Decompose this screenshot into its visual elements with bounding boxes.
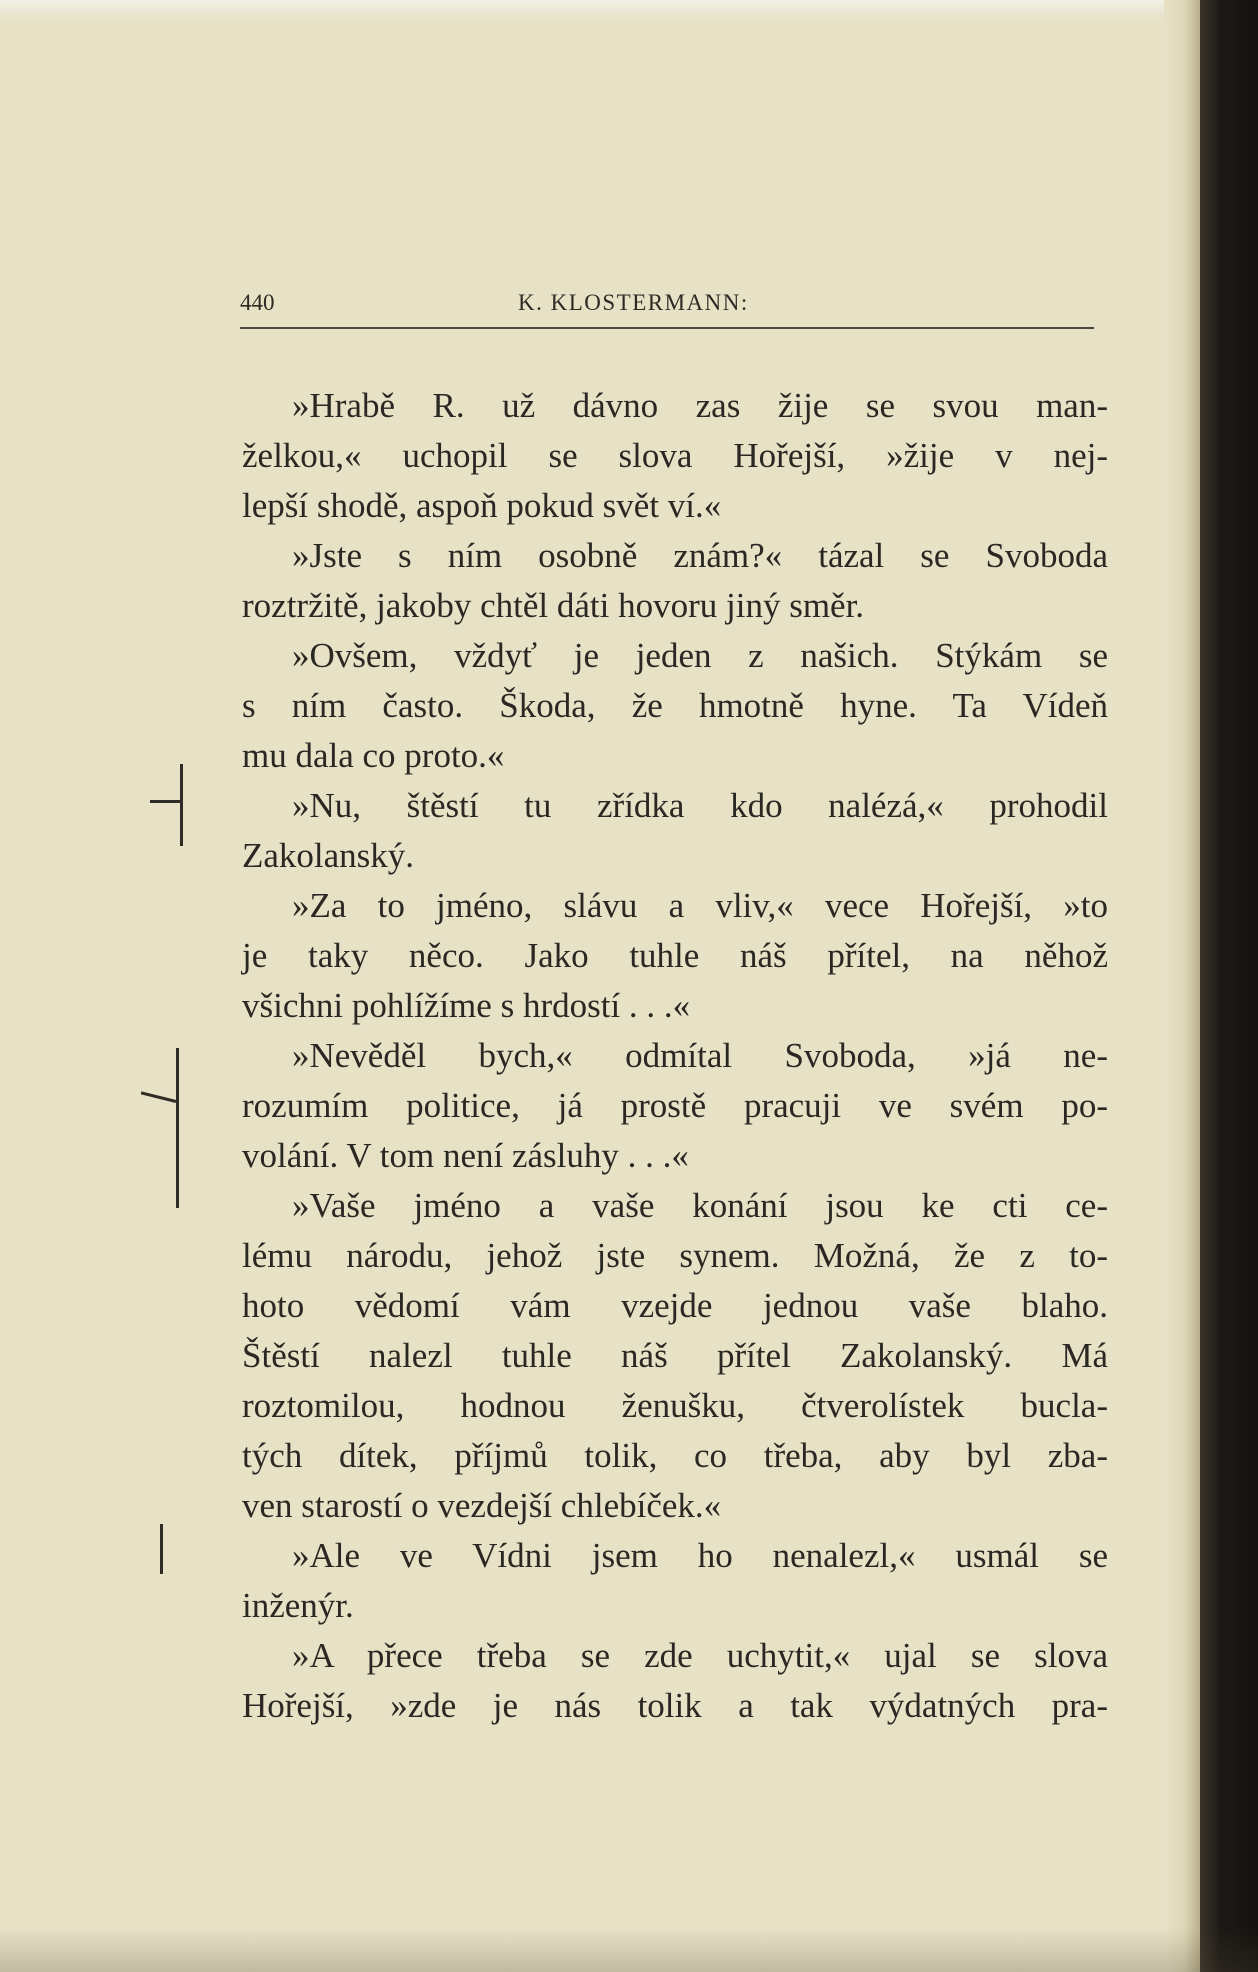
text-line: roztržitě, jakoby chtěl dáti hovoru jiný směr. [242, 586, 865, 625]
text-line: Štěstí nalezl tuhle náš přítel Zakolanský. Má [242, 1336, 1108, 1375]
page-number: 440 [240, 290, 275, 315]
text-line: je taky něco. Jako tuhle náš přítel, na něhož [242, 936, 1108, 975]
text-line: »A přece třeba se zde uchytit,« ujal se slova [292, 1636, 1108, 1675]
page-bottom-shade [0, 1928, 1258, 1972]
text-line: Hořejší, »zde je nás tolik a tak výdatných pra- [242, 1686, 1108, 1725]
page-header [240, 287, 1094, 329]
text-line: s ním často. Škoda, že hmotně hyne. Ta Vídeň [242, 686, 1108, 725]
text-line: »Hrabě R. už dávno zas žije se svou man- [292, 386, 1108, 425]
margin-pencil-mark [141, 1091, 177, 1103]
text-line: všichni pohlížíme s hrdostí . . .« [242, 986, 691, 1025]
margin-pencil-mark [180, 764, 183, 846]
text-line: želkou,« uchopil se slova Hořejší, »žije v nej- [242, 436, 1108, 475]
text-line: Zakolanský. [242, 836, 415, 875]
text-line: »Ovšem, vždyť je jeden z našich. Stýkám se [292, 636, 1108, 675]
text-line: roztomilou, hodnou ženušku, čtverolístek bucla- [242, 1386, 1108, 1425]
text-line: ven starostí o vezdejší chlebíček.« [242, 1486, 722, 1525]
text-line: rozumím politice, já prostě pracuji ve svém po- [242, 1086, 1108, 1125]
text-line: tých dítek, příjmů tolik, co třeba, aby byl zba- [242, 1436, 1108, 1475]
text-line: hoto vědomí vám vzejde jednou vaše blaho. [242, 1286, 1108, 1325]
page-gutter [1164, 0, 1200, 1972]
scan-dark-border [1200, 0, 1258, 1972]
text-line: »Nu, štěstí tu zřídka kdo nalézá,« prohodil [292, 786, 1108, 825]
text-line: mu dala co proto.« [242, 736, 505, 775]
text-line: »Ale ve Vídni jsem ho nenalezl,« usmál se [292, 1536, 1108, 1575]
text-line: »Za to jméno, slávu a vliv,« vece Hořejší, »to [292, 886, 1108, 925]
text-line: lému národu, jehož jste synem. Možná, že z to- [242, 1236, 1108, 1275]
text-line: volání. V tom není zásluhy . . .« [242, 1136, 689, 1175]
text-line: lepší shodě, aspoň pokud svět ví.« [242, 486, 722, 525]
text-line: »Vaše jméno a vaše konání jsou ke cti ce- [292, 1186, 1108, 1225]
text-line: »Jste s ním osobně znám?« tázal se Svoboda [292, 536, 1108, 575]
body-text [242, 381, 1108, 1731]
text-line: inženýr. [242, 1586, 354, 1625]
page-top-edge [0, 0, 1258, 20]
margin-pencil-mark [176, 1048, 179, 1208]
text-line: »Nevěděl bych,« odmítal Svoboda, »já ne- [292, 1036, 1108, 1075]
margin-pencil-mark [160, 1524, 163, 1574]
running-head: K. KLOSTERMANN: [518, 290, 749, 315]
margin-pencil-mark [150, 800, 180, 803]
